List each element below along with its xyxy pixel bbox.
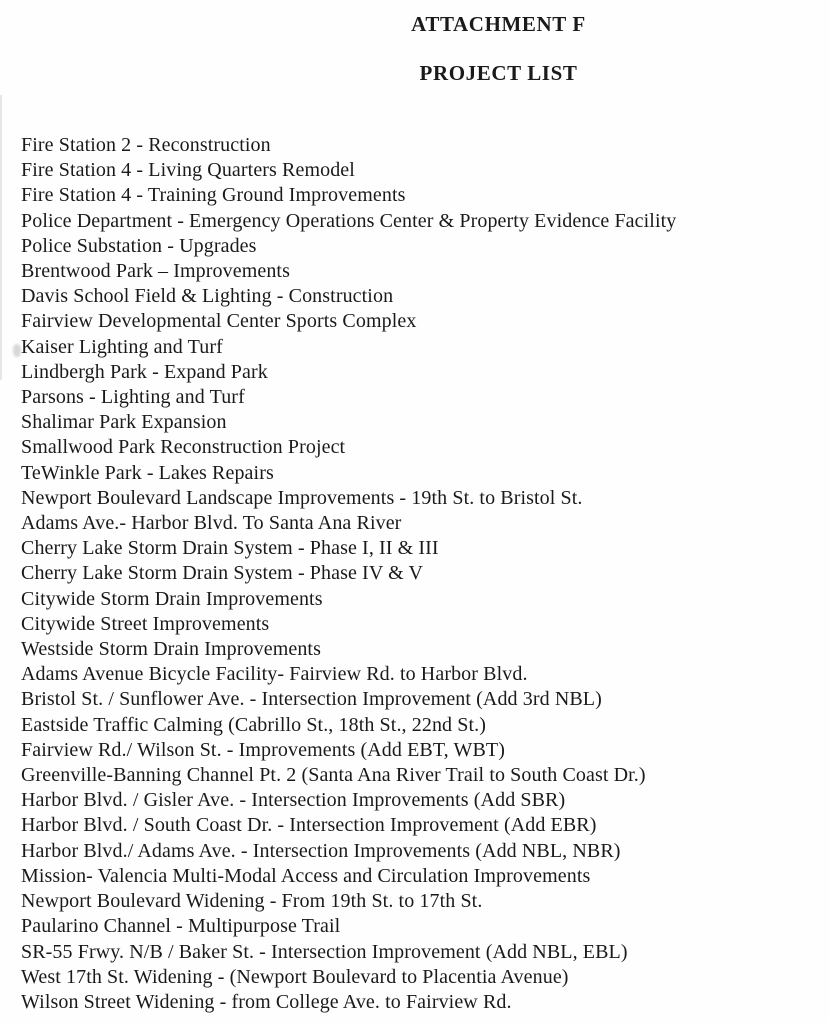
project-list-item: Mission- Valencia Multi-Modal Access and Circulation Improvements — [21, 864, 591, 887]
project-list-item: Brentwood Park – Improvements — [21, 260, 290, 283]
project-list-item: Harbor Blvd. / Gisler Ave. - Intersection Improvements (Add SBR) — [21, 789, 566, 812]
scan-edge-artifact — [0, 95, 2, 380]
project-list-item: Fire Station 4 - Training Ground Improvements — [21, 184, 406, 207]
project-list-item: Lindbergh Park - Expand Park — [21, 360, 268, 383]
project-list-item: Smallwood Park Reconstruction Project — [21, 436, 346, 459]
attachment-title: ATTACHMENT F — [411, 12, 586, 36]
project-list-item: Cherry Lake Storm Drain System - Phase IV & V — [21, 562, 424, 585]
project-list-item: Greenville-Banning Channel Pt. 2 (Santa Ana River Trail to South Coast Dr.) — [21, 764, 646, 787]
project-list-item: West 17th St. Widening - (Newport Boulevard to Placentia Avenue) — [21, 965, 569, 988]
project-list-item: TeWinkle Park - Lakes Repairs — [21, 461, 274, 484]
project-list-item: Parsons - Lighting and Turf — [21, 386, 245, 409]
project-list-item: Police Substation - Upgrades — [21, 234, 257, 257]
project-list-item: Police Department - Emergency Operations Center & Property Evidence Facility — [21, 209, 677, 232]
project-list-item: Davis School Field & Lighting - Construction — [21, 285, 394, 308]
project-list-item: Bristol St. / Sunflower Ave. - Intersection Improvement (Add 3rd NBL) — [21, 688, 602, 711]
project-list-item: Newport Boulevard Widening - From 19th St. to 17th St. — [21, 890, 483, 913]
project-list-item: Fire Station 4 - Living Quarters Remodel — [21, 159, 355, 182]
project-list-item: Fire Station 2 - Reconstruction — [21, 134, 271, 156]
project-list-item: Adams Avenue Bicycle Facility- Fairview Rd. to Harbor Blvd. — [21, 663, 528, 686]
project-list-item: Westside Storm Drain Improvements — [21, 638, 321, 661]
project-list-item: Citywide Street Improvements — [21, 612, 270, 635]
project-list-item: Newport Boulevard Landscape Improvements - 19th St. to Bristol St. — [21, 486, 583, 509]
project-list-item: Kaiser Lighting and Turf — [21, 335, 223, 358]
project-list-item: Paularino Channel - Multipurpose Trail — [21, 915, 341, 938]
project-list-item: Harbor Blvd./ Adams Ave. - Intersection Improvements (Add NBL, NBR) — [21, 839, 621, 862]
page-title: PROJECT LIST — [419, 61, 578, 85]
project-list-item: Wilson Street Widening - from College Ave. to Fairview Rd. — [21, 990, 512, 1013]
project-list-item: Fairview Developmental Center Sports Complex — [21, 310, 417, 333]
project-list-item: SR-55 Frwy. N/B / Baker St. - Intersection Improvement (Add NBL, EBL) — [21, 940, 628, 963]
project-list-item: Adams Ave.- Harbor Blvd. To Santa Ana River — [21, 512, 402, 535]
project-list-item: Harbor Blvd. / South Coast Dr. - Intersection Improvement (Add EBR) — [21, 814, 597, 837]
project-list-item: Eastside Traffic Calming (Cabrillo St., 18th St., 22nd St.) — [21, 713, 486, 736]
project-list — [21, 133, 821, 1015]
document-header — [0, 11, 829, 86]
project-list-item: Fairview Rd./ Wilson St. - Improvements (Add EBT, WBT) — [21, 738, 505, 761]
project-list-item: Citywide Storm Drain Improvements — [21, 587, 323, 610]
project-list-item: Cherry Lake Storm Drain System - Phase I, II & III — [21, 537, 439, 560]
scan-smudge-artifact — [13, 344, 21, 357]
project-list-item: Shalimar Park Expansion — [21, 411, 227, 434]
